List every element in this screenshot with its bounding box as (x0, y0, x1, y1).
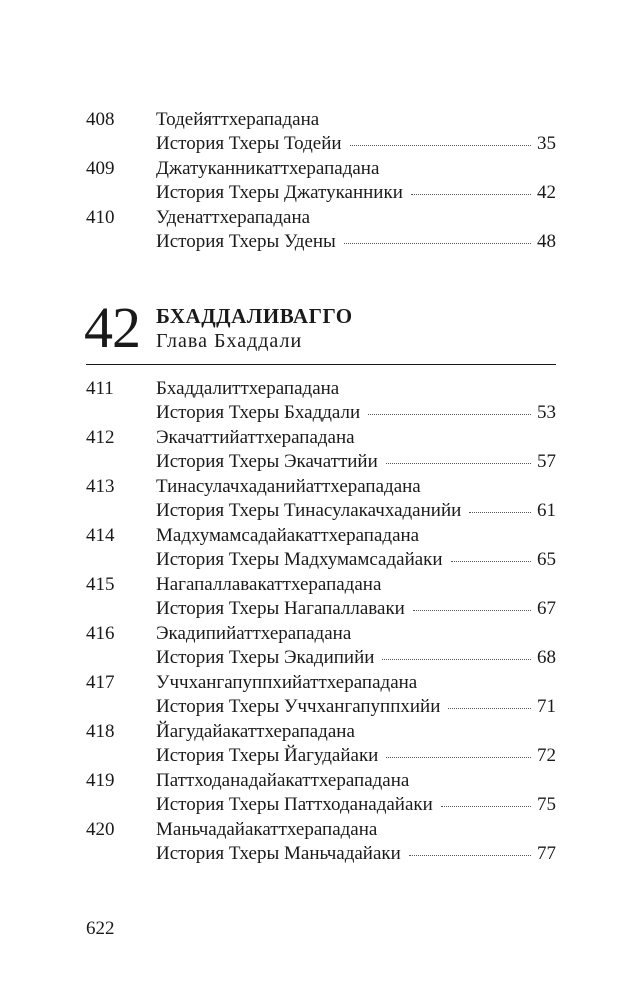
page-folio: 622 (86, 918, 115, 939)
entry-page-number: 77 (537, 843, 556, 864)
entry-pali-title: Уччхангапуппхийаттхерападана (156, 672, 418, 693)
entry-title: История Тхеры Джатуканники (156, 182, 403, 203)
entry-title-row (156, 597, 556, 621)
entry-title: История Тхеры Маньчадайаки (156, 843, 401, 864)
entry-title-row (156, 744, 556, 768)
entry-page-number: 72 (537, 745, 556, 766)
entry-page-number: 48 (537, 231, 556, 252)
entry-pali-title: Нагапаллавакаттхерападана (156, 574, 382, 595)
leader-dots (448, 708, 531, 709)
entry-page-number: 71 (537, 696, 556, 717)
entry-title-row (156, 132, 556, 156)
entry-title-row (156, 181, 556, 205)
entry-number: 414 (86, 525, 115, 546)
entry-page-number: 42 (537, 182, 556, 203)
entry-page-number: 65 (537, 549, 556, 570)
entry-title-row (156, 401, 556, 425)
leader-dots (386, 463, 531, 464)
entry-title: История Тхеры Йагудайаки (156, 745, 379, 766)
entry-page-number: 53 (537, 402, 556, 423)
entry-number: 412 (86, 427, 115, 448)
entry-pali-title: Мадхумамсадайакаттхерападана (156, 525, 420, 546)
entry-pali-title: Бхаддалиттхерападана (156, 378, 340, 399)
entry-number: 409 (86, 158, 115, 179)
entry-number: 413 (86, 476, 115, 497)
entry-title-row (156, 646, 556, 670)
entry-title: История Тхеры Удены (156, 231, 336, 252)
entry-number: 418 (86, 721, 115, 742)
entry-number: 411 (86, 378, 114, 399)
entry-page-number: 68 (537, 647, 556, 668)
chapter-divider (86, 364, 556, 365)
leader-dots (441, 806, 531, 807)
leader-dots (368, 414, 531, 415)
entry-number: 417 (86, 672, 115, 693)
leader-dots (411, 194, 531, 195)
entry-pali-title: Маньчадайакаттхерападана (156, 819, 378, 840)
entry-title-row (156, 230, 556, 254)
leader-dots (469, 512, 531, 513)
chapter-title: БХАДДАЛИВАГГО (156, 304, 353, 328)
entry-page-number: 57 (537, 451, 556, 472)
entry-title: История Тхеры Тодейи (156, 133, 342, 154)
entry-title: История Тхеры Паттходанадайаки (156, 794, 433, 815)
entry-pali-title: Йагудайакаттхерападана (156, 721, 355, 742)
entry-title: История Тхеры Экачаттийи (156, 451, 378, 472)
leader-dots (451, 561, 531, 562)
entry-number: 416 (86, 623, 115, 644)
entry-title-row (156, 548, 556, 572)
entry-title: История Тхеры Бхаддали (156, 402, 361, 423)
entry-pali-title: Джатуканникаттхерападана (156, 158, 380, 179)
entry-title: История Тхеры Мадхумамсадайаки (156, 549, 443, 570)
entry-title-row (156, 793, 556, 817)
entry-pali-title: Уденаттхерападана (156, 207, 311, 228)
entry-title: История Тхеры Экадипийи (156, 647, 375, 668)
leader-dots (382, 659, 531, 660)
entry-pali-title: Тинасулачхаданийаттхерападана (156, 476, 421, 497)
chapter-subtitle: Глава Бхаддали (156, 330, 303, 352)
leader-dots (413, 610, 531, 611)
chapter-number: 42 (84, 295, 140, 360)
entry-pali-title: Экачаттийаттхерападана (156, 427, 355, 448)
entry-pali-title: Тодейяттхерападана (156, 109, 320, 130)
entry-number: 420 (86, 819, 115, 840)
entry-page-number: 67 (537, 598, 556, 619)
leader-dots (409, 855, 531, 856)
entry-number: 415 (86, 574, 115, 595)
entry-number: 408 (86, 109, 115, 130)
entry-pali-title: Экадипийаттхерападана (156, 623, 352, 644)
entry-page-number: 35 (537, 133, 556, 154)
entry-pali-title: Паттходанадайакаттхерападана (156, 770, 410, 791)
leader-dots (350, 145, 531, 146)
entry-title: История Тхеры Уччхангапуппхийи (156, 696, 441, 717)
entry-number: 419 (86, 770, 115, 791)
entry-title: История Тхеры Тинасулакачхаданийи (156, 500, 462, 521)
entry-number: 410 (86, 207, 115, 228)
entry-title-row (156, 450, 556, 474)
entry-title: История Тхеры Нагапаллаваки (156, 598, 405, 619)
leader-dots (344, 243, 531, 244)
entry-title-row (156, 499, 556, 523)
leader-dots (386, 757, 531, 758)
entry-page-number: 61 (537, 500, 556, 521)
entry-title-row (156, 695, 556, 719)
entry-page-number: 75 (537, 794, 556, 815)
entry-title-row (156, 842, 556, 866)
